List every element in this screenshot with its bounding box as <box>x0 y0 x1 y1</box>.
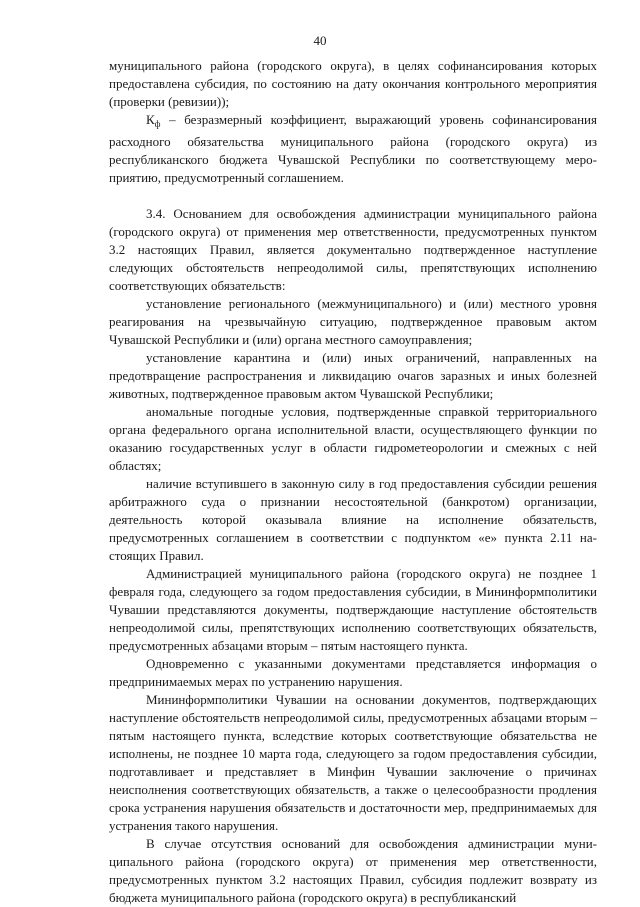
page-number: 40 <box>313 33 327 48</box>
paragraph-section-3-4: 3.4. Основанием для освобождения администрации муниципального района (городского округа) от применения мер ответственности, предусмотренных пунктом 3.2 настоящих Правил, является документально подтвержденное наступление следующих обстоятельств непреодолимой силы, препятствующих исполнению соответствующих обязательств: <box>109 206 597 293</box>
coefficient-description: – безразмерный коэффициент, выражающий уровень софинансирования расходного обязательства муниципального района (городского округа) из республиканского бюджета Чувашской Республики по соответствующему мероприятию, предусмотренный соглашением. <box>109 112 597 185</box>
paragraph-measures-info: Одновременно с указанными документами представляется информация о предпринимаемых мерах по устранению нарушения. <box>109 656 597 689</box>
body-text <box>109 57 597 907</box>
paragraph-emergency-level: установление регионального (межмуниципального) и (или) местного уровня реагирования на чрезвычайную ситуацию, подтвержденное правовым актом Чувашской Республики и (или) органа местного самоуправления; <box>109 296 597 347</box>
paragraph-continuation: муниципального района (городского округа), в целях софинансирования которых предоставлена субсидия, по состоянию на дату окончания контрольного мероприятия (проверки (ревизии)); <box>109 58 597 109</box>
paragraph-subsidy-return: В случае отсутствия оснований для освобождения администрации муниципального района (городского округа) от применения мер ответственности, предусмотренных пунктом 3.2 настоящих Правил, субсидия подлежит возврату из бюджета муниципального района (городского округа) в республиканский <box>109 836 597 905</box>
paragraph-documents-submission: Администрацией муниципального района (городского округа) не позднее 1 февраля года, следующего за годом предоставления субсидии, в Мининформполитики Чувашии представляются документы, подтверждающие наступление обстоятельств непреодолимой силы, препятствующих исполнению соответствующих обязательств, предусмотренных абзацами вторым – пятым настоящего пункта. <box>109 566 597 653</box>
paragraph-weather-conditions: аномальные погодные условия, подтвержденные справкой территориального органа федерального органа исполнительной власти, осуществляющего функции по оказанию государственных услуг в области гидрометеорологии и смежных с ней областях; <box>109 404 597 473</box>
paragraph-arbitration-decision: наличие вступившего в законную силу в год предоставления субсидии решения арбитражного суда о признании несостоятельной (банкротом) организации, деятельность которой оказывала влияние на исполнение обязательств, предусмотренных соглашением в соответствии с подпунктом «е» пункта 2.11 настоящих Правил. <box>109 476 597 563</box>
paragraph-coefficient-definition <box>109 111 597 187</box>
paragraph-ministry-conclusion: Мининформполитики Чувашии на основании документов, подтверждающих наступление обстоятельств непреодолимой силы, предусмотренных абзацами вторым – пятым настоящего пункта, вследствие которых соответствующие обязательства не исполнены, не позднее 10 марта года, следующего за годом предоставления субсидии, подготавливает и представляет в Минфин Чувашии заключение о причинах неисполнения соответствующих обязательств, а также о целесообразности продления срока устранения нарушения обязательств и достаточности мер, предпринимаемых для устранения такого нарушения. <box>109 692 597 833</box>
paragraph-quarantine: установление карантина и (или) иных ограничений, направленных на предотвращение распространения и ликвидацию очагов заразных и иных болезней животных, подтвержденное правовым актом Чувашской Республики; <box>109 350 597 401</box>
coefficient-subscript: ф <box>154 119 161 129</box>
coefficient-symbol: $К_ф$ <box>146 112 161 129</box>
